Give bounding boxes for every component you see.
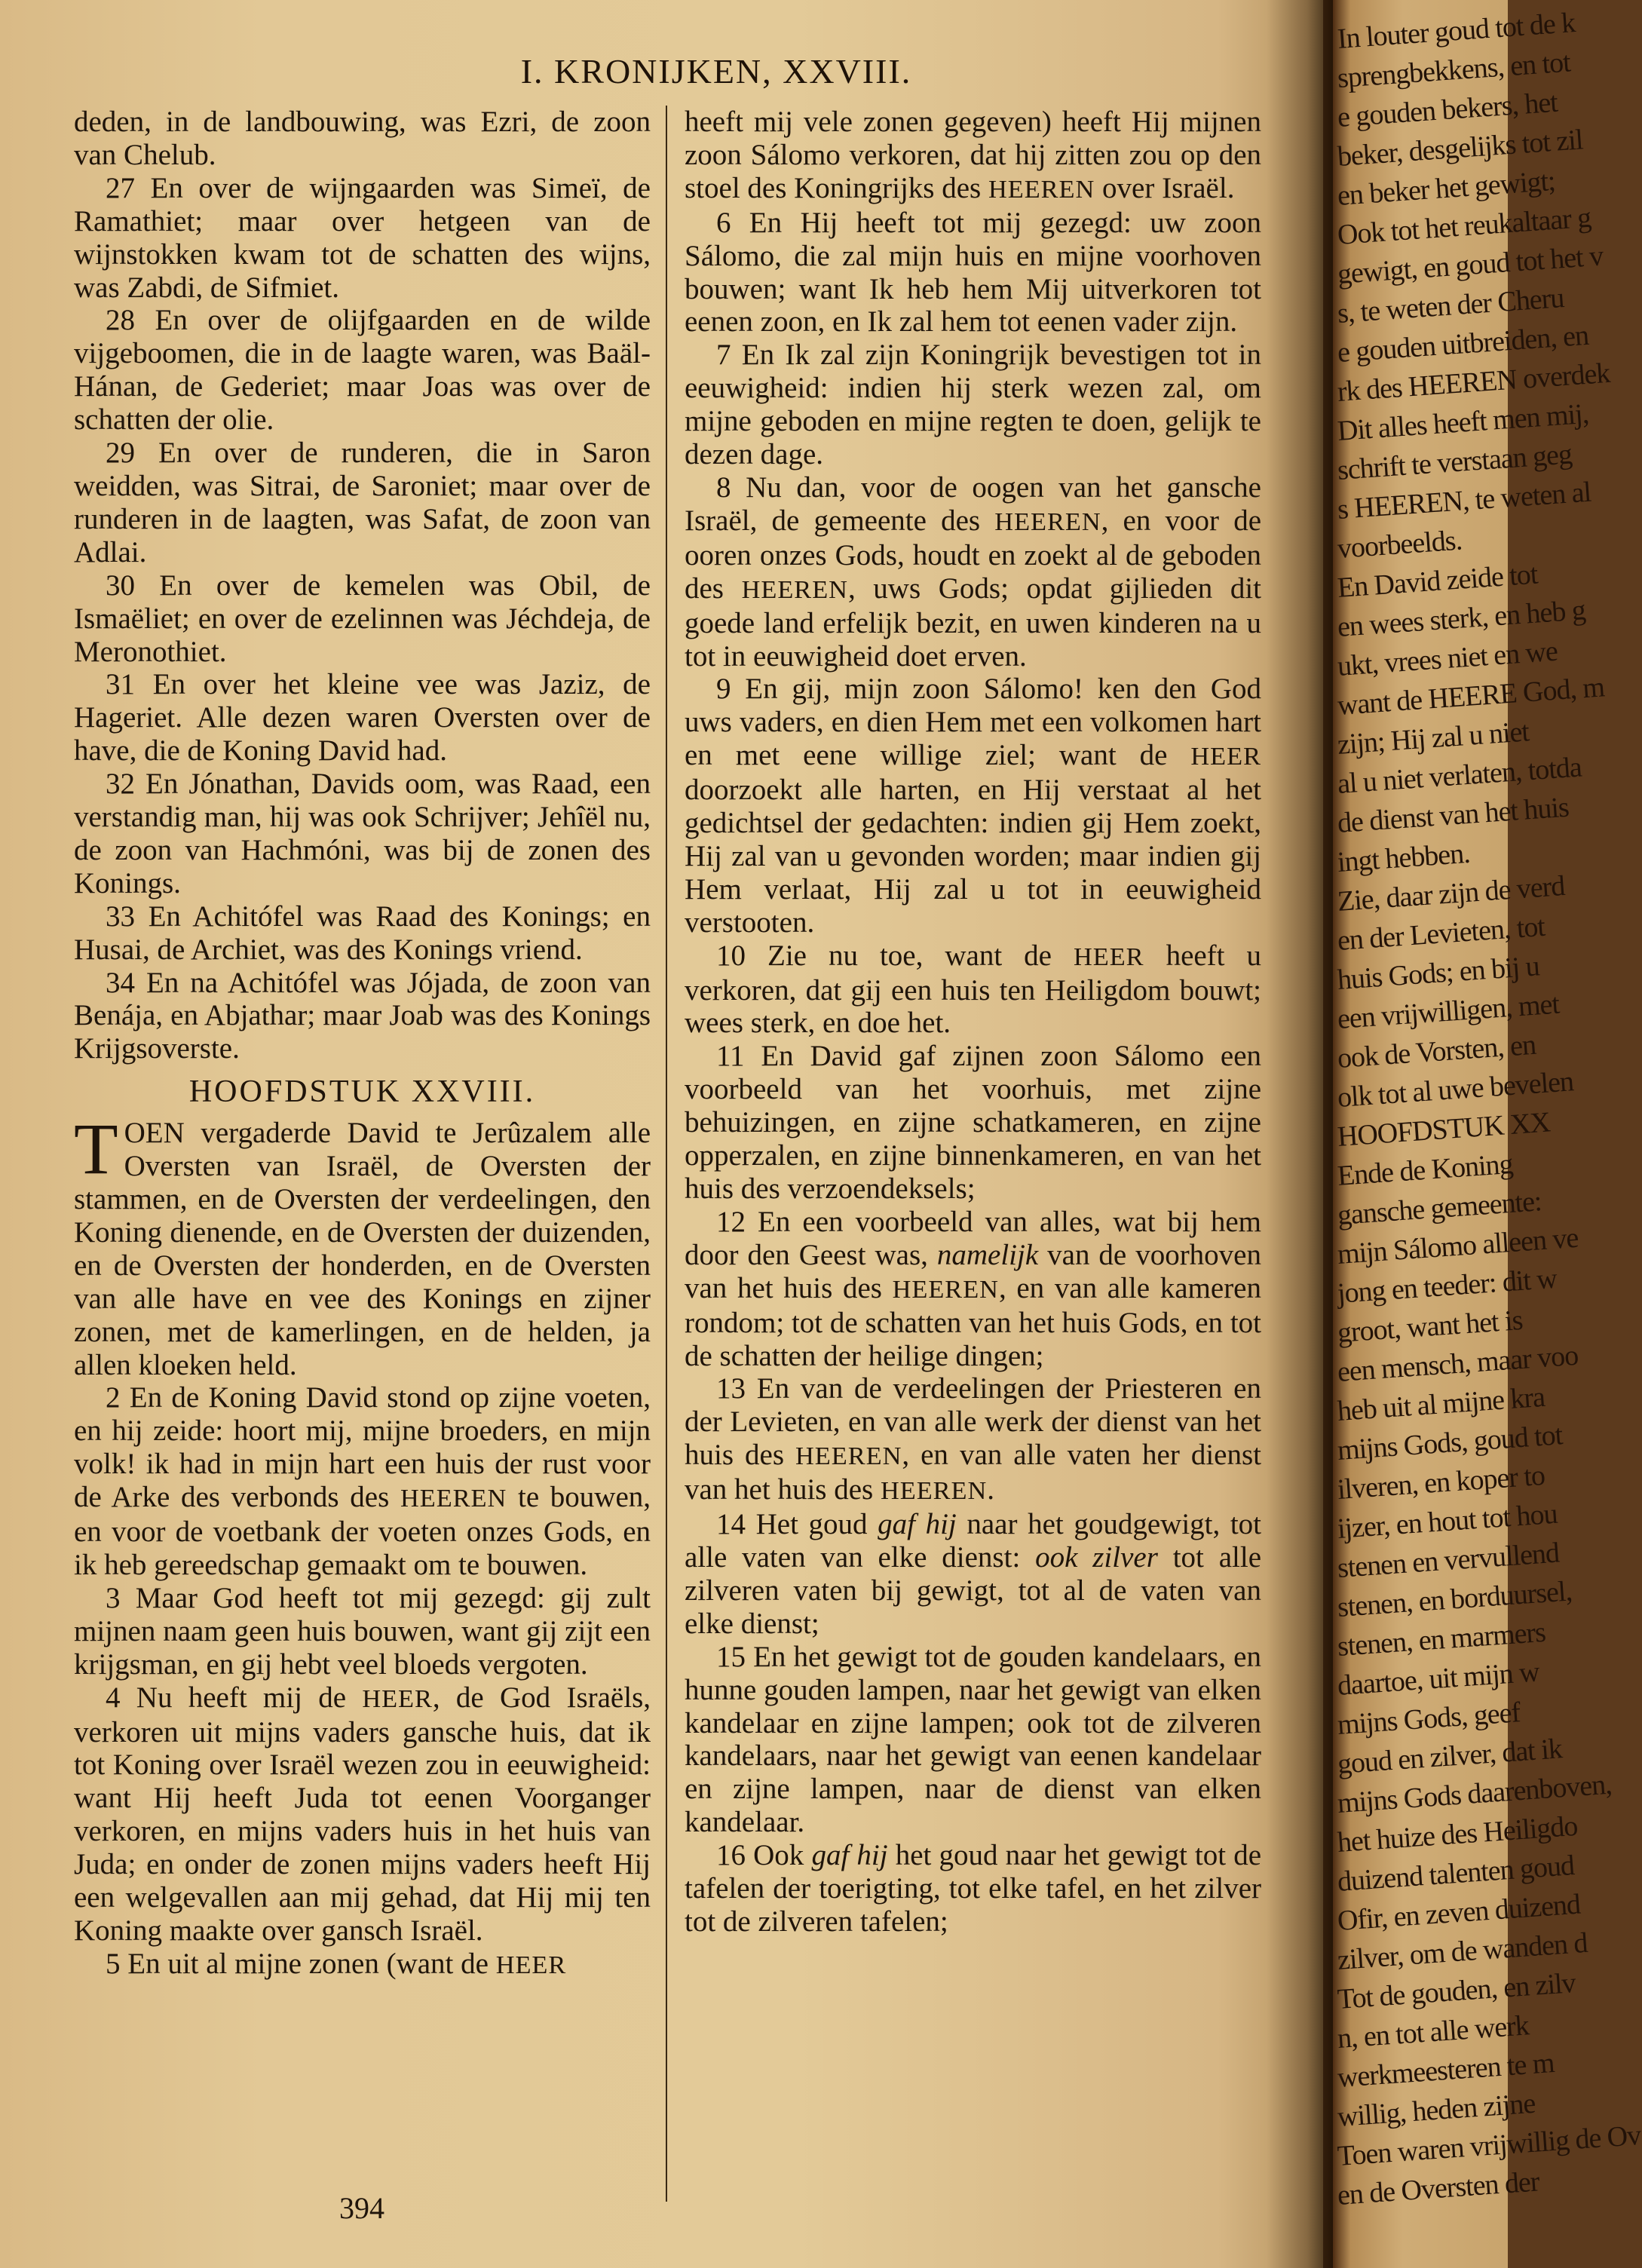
facing-page-text-fragment: En David zeide tot bbox=[1336, 558, 1539, 604]
facing-page-text-fragment: heb uit al mijne kra bbox=[1336, 1381, 1546, 1427]
facing-page-text-fragment: schrift te verstaan geg bbox=[1336, 438, 1573, 486]
divine-name: HEER bbox=[1190, 742, 1261, 771]
verse-paragraph: 34 En na Achitófel was Jójada, de zoon van Benája, en Abjathar; maar Joab was des Konings Krijgsoverste. bbox=[74, 966, 651, 1065]
facing-page-text-fragment: n, en tot alle werk bbox=[1336, 2009, 1530, 2055]
verse-paragraph: 29 En over de runderen, die in Saron weidden, was Sitrai, de Saroniet; maar over de runderen in de laagten, was Safat, de zoon van Adlai. bbox=[74, 437, 651, 569]
page-number: 394 bbox=[339, 2191, 384, 2225]
divine-name: HEEREN bbox=[741, 575, 848, 604]
verse-paragraph: 31 En over het kleine vee was Jaziz, de Hageriet. Alle dezen waren Oversten over de have, die de Koning David had. bbox=[74, 668, 651, 768]
chapter-opening-paragraph bbox=[74, 1108, 651, 1381]
chapter-opening-text: OEN vergaderde David te Jerûzalem alle Oversten van Israël, de Oversten der stammen, en de Oversten der verdeelingen, den Koning dienende, en de Oversten der duizenden, en de Oversten der honderden, en de Oversten van alle have en vee des Konings en zijner zonen, met de kamerlingen, en de helden, ja allen kloeken held. bbox=[74, 1117, 651, 1381]
running-head: I. KRONIJKEN, XXVIII. bbox=[520, 52, 912, 90]
facing-page-text-fragment: Toen waren vrijwillig de Ov bbox=[1336, 2119, 1642, 2172]
facing-page-text-fragment: s, te weten der Cheru bbox=[1336, 282, 1565, 329]
verse-paragraph: 2 En de Koning David stond op zijne voeten, en hij zeide: hoort mij, mijne broeders, en mijn volk! ik had in mijn hart een huis der rust voor de Arke des verbonds des HEEREN te bouwen, en voor de voetbank der voeten onzes Gods, en ik heb gereedschap gemaakt om te bouwen. bbox=[74, 1381, 651, 1581]
facing-page-text-fragment: HOOFDSTUK XX bbox=[1336, 1106, 1552, 1153]
facing-page-text-fragment: gewigt, en goud tot het v bbox=[1336, 240, 1604, 290]
column-rule bbox=[666, 106, 667, 2202]
divine-name: HEEREN bbox=[988, 174, 1095, 204]
divine-name: HEEREN bbox=[795, 1442, 902, 1471]
verse-paragraph: 4 Nu heeft mij de HEER, de God Israëls, verkoren uit mijns vaders gansche huis, dat ik tot Koning over Israël wezen zou in eeuwigheid: want Hij heeft Juda tot eenen Voorganger verkoren, en mijns vaders huis in het huis van Juda; en onder de zonen mijns vaders heeft Hij een welgevallen aan mij gehad, dat Hij mij ten Koning maakte over gansch Israël. bbox=[74, 1681, 651, 1947]
facing-page-text-fragment: olk tot al uwe bevelen bbox=[1336, 1065, 1575, 1114]
facing-page-text-fragment: een vrijwilligen, met bbox=[1336, 988, 1561, 1035]
facing-page-text-fragment: mijns Gods daarenboven, bbox=[1336, 1768, 1613, 1819]
facing-page-text-fragment: want de HEERE God, m bbox=[1336, 671, 1606, 722]
facing-page-text-fragment: ilveren, en koper to bbox=[1336, 1459, 1546, 1506]
verse-paragraph: 28 En over de olijfgaarden en de wilde vijgeboomen, die in de laagte waren, was Baäl-Hánan, de Gederiet; maar Joas was over de schatten der olie. bbox=[74, 304, 651, 437]
facing-page-text-fragment: sprengbekkens, en tot bbox=[1336, 46, 1572, 94]
facing-page-text-fragment: zilver, om de wanden d bbox=[1336, 1926, 1588, 1976]
left-column bbox=[74, 106, 651, 1982]
divine-name: HEER bbox=[362, 1684, 433, 1713]
facing-page-text-fragment: zijn; Hij zal u niet bbox=[1336, 716, 1530, 761]
verse-paragraph: 27 En over de wijngaarden was Simeï, de Ramathiet; maar over hetgeen van de wijnstokken kwam tot de schatten des wijns, was Zabdi, de Sifmiet. bbox=[74, 171, 651, 304]
facing-page-text-fragment: Dit alles heeft men mij, bbox=[1336, 397, 1590, 447]
facing-page-text-fragment: ijzer, en hout tot hou bbox=[1336, 1497, 1558, 1545]
facing-page-text-fragment: huis Gods; en bij u bbox=[1336, 950, 1540, 996]
facing-page-text-fragment: mijns Gods, geef bbox=[1336, 1696, 1521, 1741]
facing-page-text-fragment: het huize des Heiligdo bbox=[1336, 1810, 1579, 1859]
divine-name: HEEREN bbox=[880, 1476, 988, 1506]
facing-page-text-fragment: e gouden uitbreiden, en bbox=[1336, 319, 1590, 369]
facing-page-text-fragment: ook de Vorsten, en bbox=[1336, 1028, 1537, 1074]
facing-page-text-fragment: ukt, vrees niet en we bbox=[1336, 635, 1559, 682]
gutter-shadow bbox=[1267, 0, 1334, 2268]
facing-page-text-fragment: gansche gemeente: bbox=[1336, 1185, 1542, 1231]
divine-name: HEER bbox=[1073, 942, 1144, 971]
facing-page-text-fragment: ingt hebben. bbox=[1336, 837, 1471, 878]
italic-word: gaf hij bbox=[878, 1508, 957, 1541]
verse-paragraph: 12 En een voorbeeld van alles, wat bij hem door den Geest was, namelijk van de voorhoven van het huis des HEEREN, en van alle kameren rondom; tot de schatten van het huis Gods, en tot de schatten der heilige dingen; bbox=[685, 1205, 1261, 1372]
facing-page-text-fragment: jong en teeder: dit w bbox=[1336, 1262, 1558, 1310]
verse-paragraph: 7 En Ik zal zijn Koningrijk bevestigen tot in eeuwigheid: indien hij sterk wezen zal, om mijne geboden en mijne regten te doen, gelijk te dezen dage. bbox=[685, 339, 1261, 471]
divine-name: HEEREN bbox=[994, 507, 1101, 536]
verse-paragraph: 13 En van de verdeelingen der Priesteren en der Levieten, en van alle werk der dienst van het huis des HEEREN, en van alle vaten her dienst van het huis des HEEREN. bbox=[685, 1372, 1262, 1506]
facing-page-text-fragment: een mensch, maar voo bbox=[1336, 1339, 1579, 1388]
facing-page-text-fragment: werkmeesteren te m bbox=[1336, 2046, 1555, 2094]
facing-page-text-fragment: groot, want het is bbox=[1336, 1304, 1524, 1349]
facing-page-text-fragment: goud en zilver, dat ik bbox=[1336, 1733, 1564, 1780]
divine-name: HEER bbox=[495, 1950, 567, 1979]
facing-page-text-fragment: duizend talenten goud bbox=[1336, 1850, 1576, 1898]
facing-page-text-fragment: stenen, en borduursel, bbox=[1336, 1575, 1573, 1623]
verse-paragraph: 6 En Hij heeft tot mij gezegd: uw zoon Sálomo, die zal mijn huis en mijne voorhoven bouwen; want Ik heb hem Mij uitverkoren tot eenen zoon, en Ik zal hem tot eenen vader zijn. bbox=[685, 206, 1261, 339]
facing-page-text-fragment: beker, desgelijks tot zil bbox=[1336, 124, 1584, 173]
chapter-heading: HOOFDSTUK XXVIII. bbox=[188, 1074, 536, 1110]
drop-cap: T bbox=[74, 1108, 118, 1190]
italic-word: ook zilver bbox=[1035, 1540, 1158, 1574]
right-column bbox=[685, 106, 1261, 1939]
facing-page-text-fragment: s HEEREN, te weten al bbox=[1336, 476, 1592, 526]
facing-page-text-fragment: mijn Sálomo alleen ve bbox=[1336, 1221, 1579, 1270]
facing-page-text-fragment: stenen, en marmers bbox=[1336, 1616, 1547, 1663]
italic-word: namelijk bbox=[936, 1238, 1039, 1271]
verse-paragraph: heeft mij vele zonen gegeven) heeft Hij mijnen zoon Sálomo verkoren, dat hij zitten zou op den stoel des Koningrijks des HEEREN over Israël. bbox=[685, 106, 1261, 204]
facing-page-text-fragment: de dienst van het huis bbox=[1336, 791, 1570, 839]
verse-paragraph: 9 En gij, mijn zoon Sálomo! ken den God uws vaders, en dien Hem met een volkomen hart en met eene willige ziel; want de HEER doorzoekt alle harten, en Hij verstaat al het gedichtsel der gedachten: indien gij Hem zoekt, Hij zal van u gevonden worden; maar indien gij Hem verlaat, Hij zal u tot in eeuwigheid verstooten. bbox=[685, 673, 1261, 939]
facing-page-text-fragment: en beker het gewigt; bbox=[1336, 164, 1556, 212]
verse-paragraph: 5 En uit al mijne zonen (want de HEER bbox=[106, 1947, 567, 1980]
divine-name: HEEREN bbox=[400, 1484, 507, 1513]
verse-paragraph: 33 En Achitófel was Raad des Konings; en Husai, de Archiet, was des Konings vriend. bbox=[74, 900, 651, 966]
facing-page-text-fragment: Ook tot het reukaltaar g bbox=[1336, 201, 1592, 251]
facing-page-text-fragment: Ofir, en zeven duizend bbox=[1336, 1888, 1582, 1937]
facing-page-text-fragment: en wees sterk, en heb g bbox=[1336, 594, 1587, 643]
verse-paragraph: 8 Nu dan, voor de oogen van het gansche Israël, de gemeente des HEEREN, en voor de ooren onzes Gods, houdt en zoekt al de geboden des HEEREN, uws Gods; opdat gijlieden dit goede land erfelijk bezit, en uwen kinderen na u tot in eeuwigheid doet erven. bbox=[685, 470, 1262, 673]
verse-paragraph: 30 En over de kemelen was Obil, de Ismaëliet; en over de ezelinnen was Jéchdeja, de Meronothiet. bbox=[74, 569, 651, 668]
verse-paragraph: 16 Ook gaf hij het goud naar het gewigt tot de tafelen der toerigting, tot elke tafel, en het zilver tot de zilveren tafelen; bbox=[685, 1839, 1262, 1938]
facing-page-text-fragment: Tot de gouden, en zilv bbox=[1336, 1966, 1576, 2015]
verse-paragraph: 10 Zie nu toe, want de HEER heeft u verkoren, dat gij een huis ten Heiligdom bouwt; wees sterk, en doe het. bbox=[685, 939, 1262, 1040]
facing-page-text-fragment: In louter goud tot de k bbox=[1336, 7, 1576, 55]
facing-page-edge bbox=[1333, 0, 1642, 2268]
facing-page-text-fragment: Ende de Koning bbox=[1336, 1148, 1514, 1192]
facing-page-text-fragment: stenen en vervullend bbox=[1336, 1537, 1561, 1584]
facing-page-text-fragment: willig, heden zijne bbox=[1336, 2087, 1536, 2133]
facing-page-text-fragment: daartoe, uit mijn w bbox=[1336, 1656, 1540, 1702]
facing-page-text-fragment: en de Oversten der bbox=[1336, 2165, 1540, 2211]
facing-page-text-fragment: en der Levieten, tot bbox=[1336, 910, 1546, 957]
facing-page-text-fragment: voorbeelds. bbox=[1336, 524, 1463, 565]
divine-name: HEEREN bbox=[892, 1274, 999, 1304]
italic-word: gaf hij bbox=[811, 1839, 888, 1872]
verse-paragraph: 15 En het gewigt tot de gouden kandelaars, en hunne gouden lampen, naar het gewigt van elken kandelaar en zijne lampen; ook tot de zilveren kandelaars, naar het gewigt van eenen kandelaar en zijne lampen, naar de dienst van elken kandelaar. bbox=[685, 1640, 1261, 1839]
verse-paragraph: 11 En David gaf zijnen zoon Sálomo een voorbeeld van het voorhuis, met zijne behuizingen, en zijne schatkameren, en zijne opperzalen, en zijne binnenkameren, en van het huis des verzoendeksels; bbox=[685, 1040, 1261, 1205]
verse-paragraph: 32 En Jónathan, Davids oom, was Raad, een verstandig man, hij was ook Schrijver; Jehîël nu, de zoon van Hachmóni, was bij de zonen des Konings. bbox=[74, 768, 651, 900]
facing-page-text-fragment: mijns Gods, goud tot bbox=[1336, 1419, 1564, 1467]
verse-paragraph: 3 Maar God heeft tot mij gezegd: gij zult mijnen naam geen huis bouwen, want gij zijt een krijgsman, en gij hebt veel bloeds vergoten. bbox=[74, 1581, 651, 1681]
facing-page-text-fragment: e gouden bekers, het bbox=[1336, 86, 1559, 133]
facing-page-text-fragment: rk des HEEREN overdek bbox=[1336, 357, 1611, 408]
verse-paragraph: deden, in de landbouwing, was Ezri, de zoon van Chelub. bbox=[74, 106, 651, 171]
facing-page-text-fragment: Zie, daar zijn de verd bbox=[1336, 869, 1566, 918]
verse-paragraph: 14 Het goud gaf hij naar het goudgewigt, tot alle vaten van elke dienst: ook zilver tot alle zilveren vaten bij gewigt, tot al de vaten van elke dienst; bbox=[685, 1508, 1262, 1640]
facing-page-text-fragment: al u niet verlaten, totda bbox=[1336, 751, 1582, 800]
